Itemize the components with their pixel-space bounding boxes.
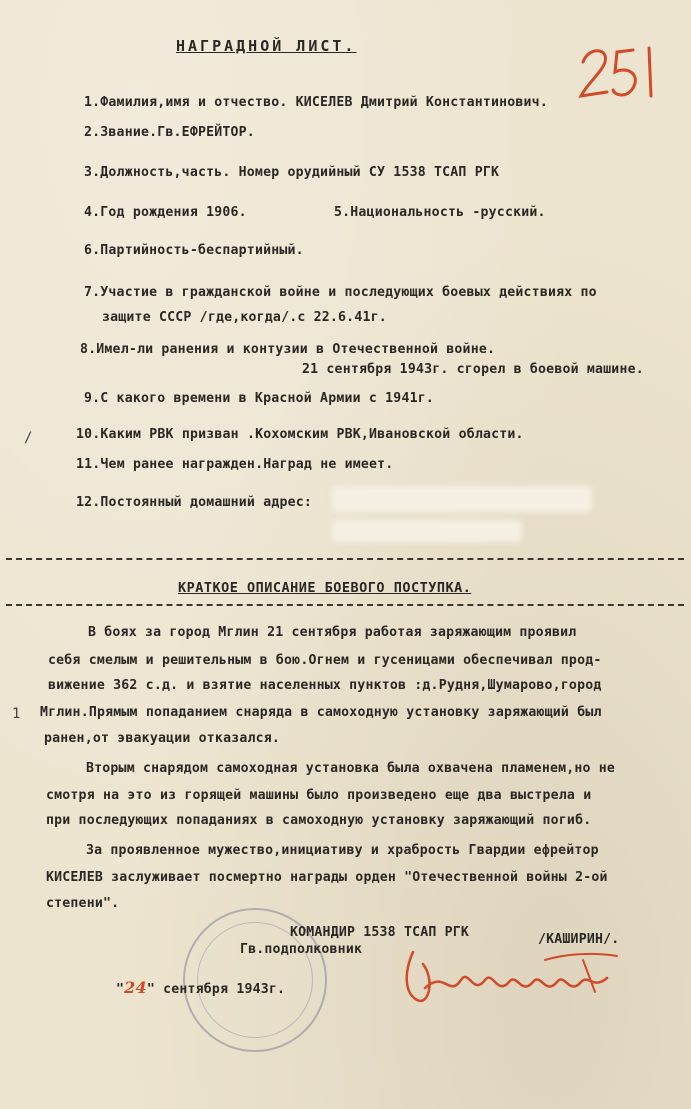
margin-tick-mark: 1 bbox=[12, 706, 21, 722]
field-10: 10.Каким РВК призван .Кохомским РВК,Ивановской области. bbox=[76, 427, 524, 442]
body-line: смотря на это из горящей машины было произведено еще два выстрела и bbox=[46, 788, 592, 803]
handwritten-signature bbox=[395, 940, 625, 1015]
document-title: НАГРАДНОЙ ЛИСТ. bbox=[176, 37, 357, 55]
field-1: 1.Фамилия,имя и отчество. КИСЕЛЕВ Дмитрий Константинович. bbox=[84, 95, 548, 110]
body-line: КИСЕЛЕВ заслуживает посмертно награды орден "Отечественной войны 2-ой bbox=[46, 870, 608, 885]
section-title: КРАТКОЕ ОПИСАНИЕ БОЕВОГО ПОСТУПКА. bbox=[178, 580, 472, 596]
body-line: при последующих попаданиях в самоходную установку заряжающий погиб. bbox=[46, 813, 592, 828]
divider-bottom bbox=[6, 604, 684, 606]
signing-date: "24" сентября 1943г. bbox=[116, 978, 286, 997]
field-9: 9.С какого времени в Красной Армии с 1941г. bbox=[84, 391, 435, 406]
archive-number-handwritten bbox=[575, 40, 670, 110]
field-3: 3.Должность,часть. Номер орудийный СУ 1538 ТСАП РГК bbox=[84, 165, 500, 180]
field-6: 6.Партийность-беспартийный. bbox=[84, 243, 304, 258]
field-5: 5.Национальность -русский. bbox=[334, 205, 546, 220]
redacted-address-line-2 bbox=[332, 520, 522, 542]
field-7: 7.Участие в гражданской войне и последующих боевых действиях по bbox=[84, 285, 597, 300]
margin-tick-mark: / bbox=[24, 430, 33, 446]
body-line: вижение 362 с.д. и взятие населенных пунктов :д.Рудня,Шумарово,город bbox=[48, 678, 602, 693]
body-line: В боях за город Мглин 21 сентября работая заряжающим проявил bbox=[88, 625, 577, 640]
field-8-value: 21 сентября 1943г. сгорел в боевой машине. bbox=[302, 362, 644, 377]
redacted-address bbox=[332, 486, 592, 512]
body-line: степени". bbox=[46, 896, 120, 911]
field-12: 12.Постоянный домашний адрес: bbox=[76, 495, 313, 510]
body-line: За проявленное мужество,инициативу и храбрость Гвардии ефрейтор bbox=[86, 843, 599, 858]
field-8: 8.Имел-ли ранения и контузии в Отечественной войне. bbox=[80, 342, 496, 357]
rank-line: Гв.подполковник bbox=[240, 942, 363, 957]
field-2: 2.Звание.Гв.ЕФРЕЙТОР. bbox=[84, 125, 255, 140]
body-line: Вторым снарядом самоходная установка была охвачена пламенем,но не bbox=[86, 761, 616, 776]
body-line: Мглин.Прямым попаданием снаряда в самоходную установку заряжающий был bbox=[40, 705, 602, 720]
field-4: 4.Год рождения 1906. bbox=[84, 205, 247, 220]
field-7-value: защите СССР /где,когда/.с 22.6.41г. bbox=[102, 310, 387, 325]
date-day-handwritten: 24 bbox=[124, 978, 147, 997]
body-line: себя смелым и решительным в бою.Огнем и гусеницами обеспечивал прод- bbox=[48, 653, 602, 668]
commander-name: /КАШИРИН/. bbox=[538, 932, 620, 947]
body-line: ранен,от эвакуации отказался. bbox=[44, 731, 281, 746]
divider-top bbox=[6, 558, 684, 560]
field-11: 11.Чем ранее награжден.Наград не имеет. bbox=[76, 457, 394, 472]
commander-line: КОМАНДИР 1538 ТСАП РГК bbox=[290, 925, 470, 940]
